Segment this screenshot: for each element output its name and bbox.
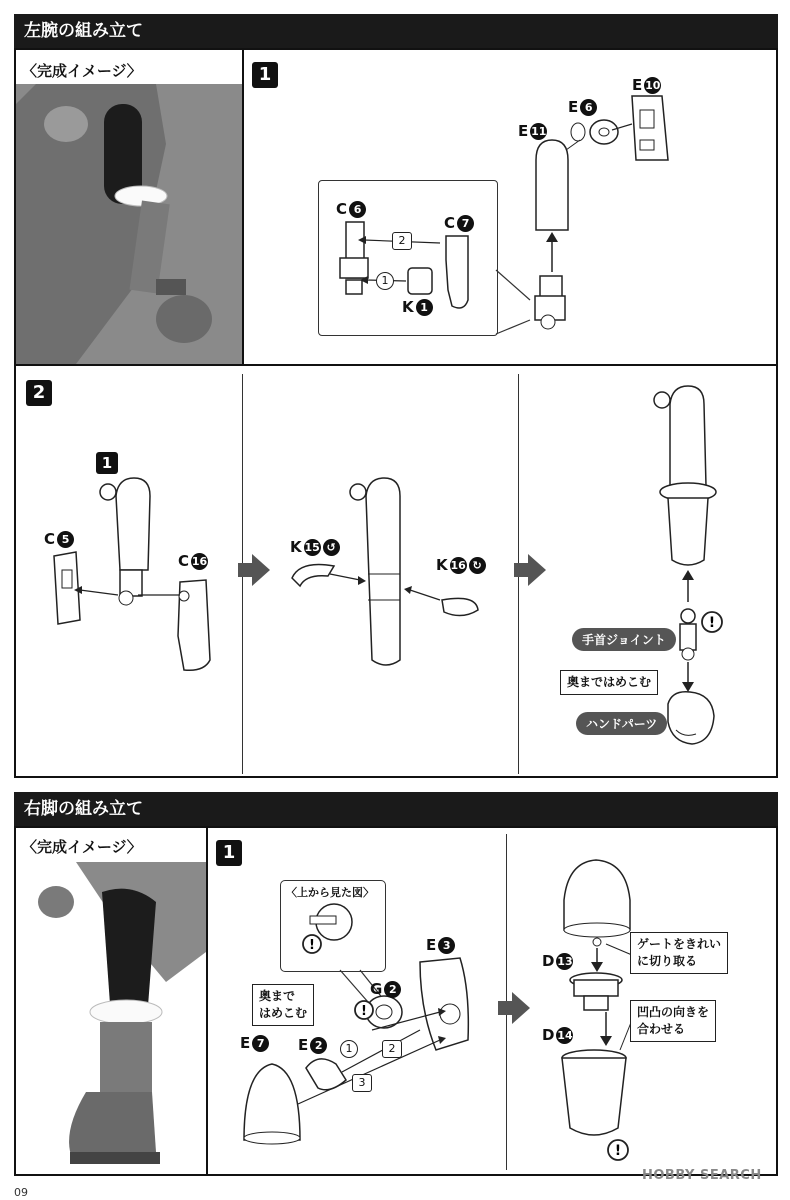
gate-trim-note: ゲートをきれい に切り取る — [630, 932, 728, 974]
part-label-e7: E 7 — [240, 1034, 269, 1052]
part-label-e2: E 2 — [298, 1036, 327, 1054]
next-arrow-icon — [512, 992, 530, 1024]
order-marker: 1 — [340, 1040, 358, 1058]
top-view-label: 〈上から見た図〉 — [286, 886, 374, 899]
part-label-c6: C 6 — [336, 200, 366, 218]
svg-text:!: ! — [614, 1143, 622, 1159]
page-number: 09 — [14, 1186, 28, 1199]
wrist-joint-label: 手首ジョイント — [572, 628, 676, 651]
part-label-e11: E 11 — [518, 122, 547, 140]
bend-icon: ↺ — [323, 539, 340, 556]
step-number: 2 — [26, 380, 52, 406]
part-label-e10: E 10 — [632, 76, 661, 94]
order-marker: 2 — [382, 1040, 402, 1058]
push-in-note: 奥まで はめこむ — [252, 984, 314, 1026]
order-marker: 2 — [392, 232, 412, 250]
part-label-e3: E 3 — [426, 936, 455, 954]
svg-text:!: ! — [708, 615, 716, 631]
align-note: 凹凸の向きを 合わせる — [630, 1000, 716, 1042]
completion-label: 〈完成イメージ〉 — [22, 838, 142, 856]
part-label-k16: K 16 ↻ — [436, 556, 486, 574]
sub-step-reference: 1 — [96, 452, 118, 474]
part-label-d14: D 14 — [542, 1026, 573, 1044]
push-in-note: 奥まではめこむ — [560, 670, 658, 695]
part-label-c16: C 16 — [178, 552, 208, 570]
completion-label: 〈完成イメージ〉 — [22, 62, 142, 80]
right-leg-header: 右脚の組み立て — [14, 792, 778, 826]
part-label-e6: E 6 — [568, 98, 597, 116]
part-label-c7: C 7 — [444, 214, 474, 232]
bend-icon: ↻ — [469, 557, 486, 574]
svg-text:!: ! — [361, 1004, 367, 1019]
order-marker: 3 — [352, 1074, 372, 1092]
left-arm-header: 左腕の組み立て — [14, 14, 778, 48]
part-label-k15: K 15 ↺ — [290, 538, 340, 556]
step-number: 1 — [216, 840, 242, 866]
part-label-d13: D 13 — [542, 952, 573, 970]
order-marker: 1 — [376, 272, 394, 290]
svg-text:!: ! — [309, 938, 315, 953]
part-label-c5: C 5 — [44, 530, 74, 548]
part-label-k1: K 1 — [402, 298, 433, 316]
hand-parts-label: ハンドパーツ — [576, 712, 667, 735]
step-number: 1 — [252, 62, 278, 88]
part-label-g2: G 2 — [370, 980, 401, 998]
watermark: HOBBY SEARCH — [642, 1168, 762, 1183]
